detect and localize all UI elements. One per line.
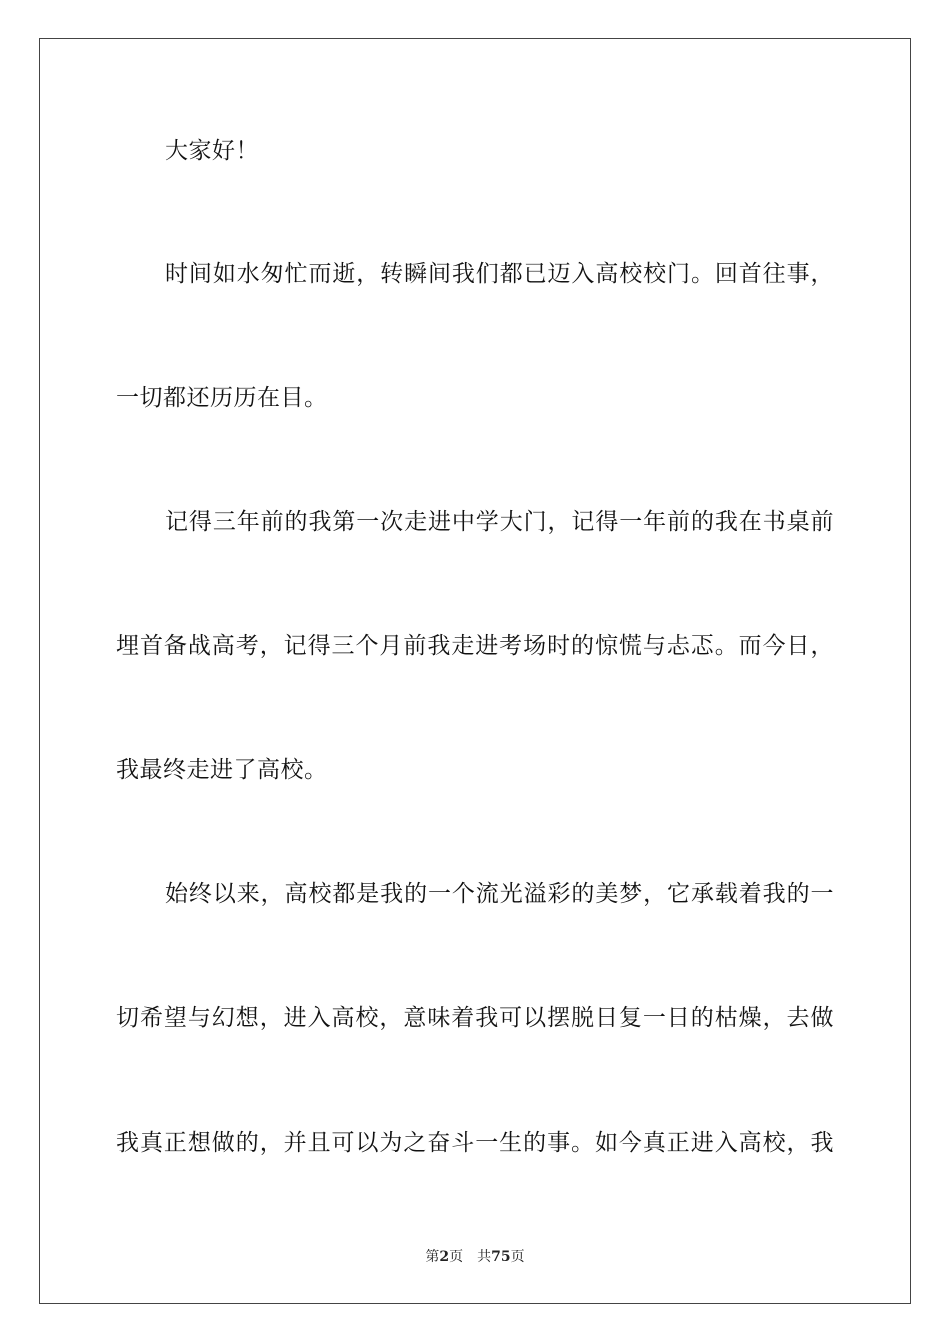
paragraph-3-line-2: 切希望与幻想，进入高校，意味着我可以摆脱日复一日的枯燥，去做 <box>116 1005 834 1031</box>
page-number-prefix: 第 <box>425 1249 440 1265</box>
paragraph-2-line-3: 我最终走进了高校。 <box>116 757 328 783</box>
paragraph-3-line-3: 我真正想做的，并且可以为之奋斗一生的事。如今真正进入高校，我 <box>116 1130 834 1156</box>
page-number-suffix: 页 <box>449 1249 464 1265</box>
total-pages: 75 <box>491 1249 511 1265</box>
page-number: 2 <box>439 1249 450 1265</box>
page-border <box>39 38 911 1304</box>
paragraph-2-line-1: 记得三年前的我第一次走进中学大门，记得一年前的我在书桌前 <box>165 509 834 535</box>
paragraph-3-line-1: 始终以来，高校都是我的一个流光溢彩的美梦，它承载着我的一 <box>165 881 834 907</box>
page-footer <box>0 1248 950 1266</box>
total-pages-prefix: 共 <box>477 1249 492 1265</box>
paragraph-1-line-2: 一切都还历历在目。 <box>116 385 328 411</box>
total-pages-suffix: 页 <box>510 1249 525 1265</box>
greeting-line: 大家好！ <box>165 138 259 164</box>
paragraph-1-line-1: 时间如水匆忙而逝，转瞬间我们都已迈入高校校门。回首往事， <box>165 261 834 287</box>
paragraph-2-line-2: 埋首备战高考，记得三个月前我走进考场时的惊慌与忐忑。而今日， <box>116 633 834 659</box>
